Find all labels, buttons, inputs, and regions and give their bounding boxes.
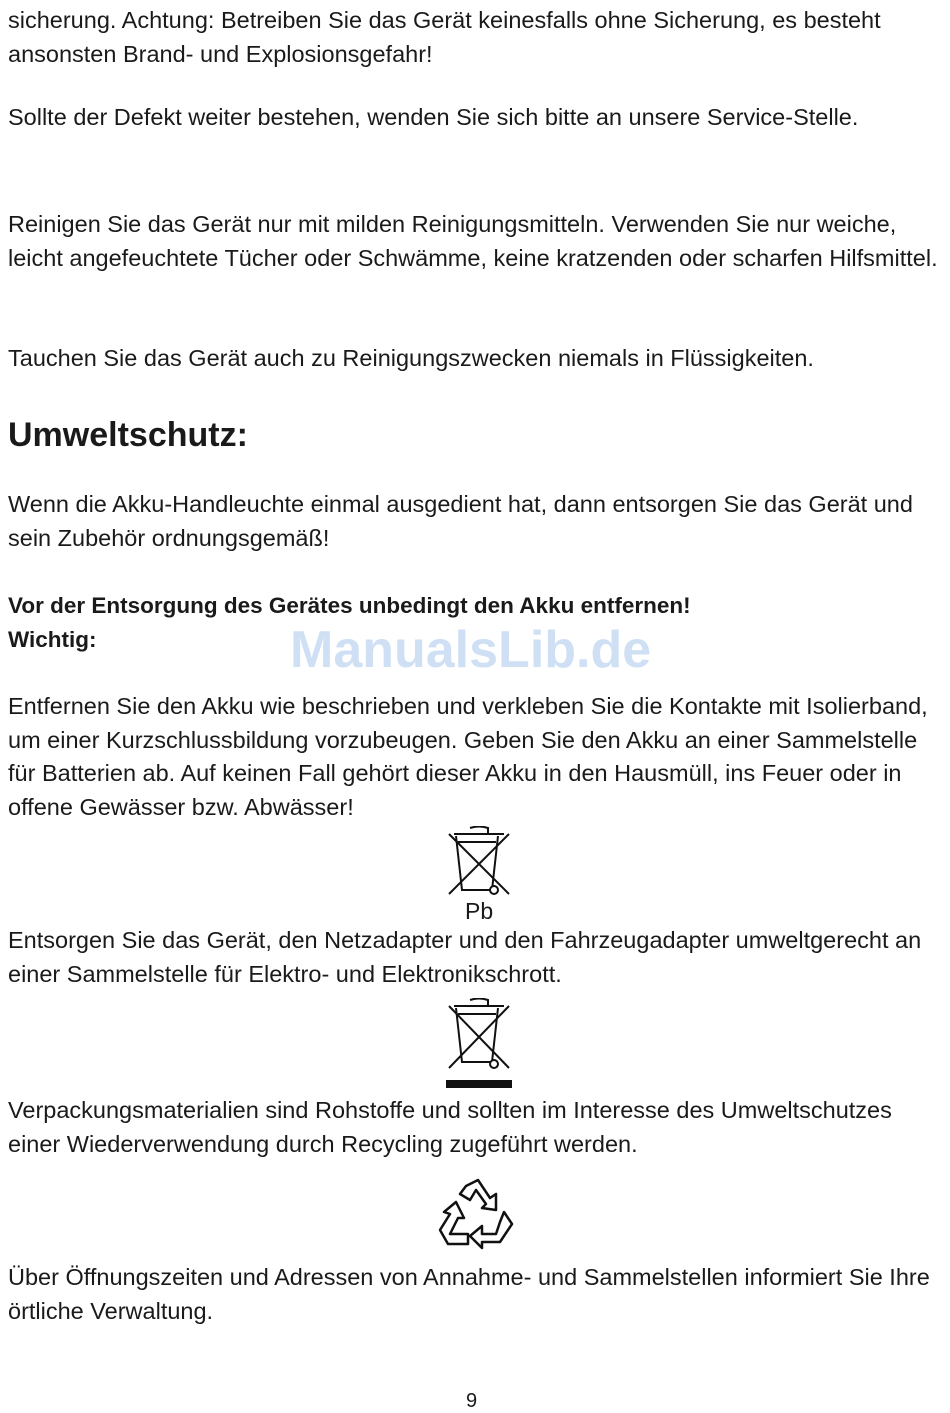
- bold-remove-battery: Vor der Entsorgung des Gerätes unbedingt den Akku entfernen!: [8, 593, 691, 618]
- paragraph-packaging: Verpackungsmaterialien sind Rohstoffe und sollten im Interesse des Umweltschutzes einer Wiederverwendung durch Recycling zugeführt werden.: [8, 1097, 892, 1157]
- bold-important: Wichtig:: [8, 627, 97, 652]
- paragraph-cleaning: Reinigen Sie das Gerät nur mit milden Reinigungsmitteln. Verwenden Sie nur weiche, leicht angefeuchtete Tücher oder Schwämme, keine kratzenden oder scharfen Hilfsmittel.: [8, 211, 938, 271]
- paragraph-disposal: Wenn die Akku-Handleuchte einmal ausgedient hat, dann entsorgen Sie das Gerät und sein Zubehör ordnungsgemäß!: [8, 491, 913, 551]
- page-number: 9: [466, 1390, 478, 1412]
- watermark: ManualsLib.de: [290, 621, 652, 679]
- paragraph-no-liquids: Tauchen Sie das Gerät auch zu Reinigungszwecken niemals in Flüssigkeiten.: [8, 345, 814, 371]
- paragraph-electronic-waste: Entsorgen Sie das Gerät, den Netzadapter und den Fahrzeugadapter umweltgerecht an einer Sammelstelle für Elektro- und Elektronikschrott.: [8, 927, 922, 987]
- paragraph-fuse-warning: sicherung. Achtung: Betreiben Sie das Gerät keinesfalls ohne Sicherung, es besteht ansonsten Brand- und Explosionsgefahr!: [8, 7, 881, 67]
- crossed-out-wheelie-bin-with-bar-icon: [446, 998, 514, 1090]
- lead-symbol-label: Pb: [465, 898, 494, 924]
- paragraph-battery-disposal: Entfernen Sie den Akku wie beschrieben und verkleben Sie die Kontakte mit Isolierband, um einer Kurzschlussbildung vorzubeugen. Geben Sie den Akku an einer Sammelstelle für Batterien ab. Auf keinen Fall gehört dieser Akku in den Hausmüll, ins Feuer oder in offene Gewässer bzw. Abwässer!: [8, 693, 928, 820]
- section-heading: Umweltschutz:: [8, 416, 248, 454]
- paragraph-service-contact: Sollte der Defekt weiter bestehen, wenden Sie sich bitte an unsere Service-Stelle.: [8, 104, 859, 130]
- paragraph-local-administration: Über Öffnungszeiten und Adressen von Annahme- und Sammelstellen informiert Sie Ihre örtliche Verwaltung.: [8, 1264, 930, 1324]
- crossed-out-wheelie-bin-icon: [446, 826, 512, 896]
- recycling-symbol-icon: [438, 1178, 516, 1252]
